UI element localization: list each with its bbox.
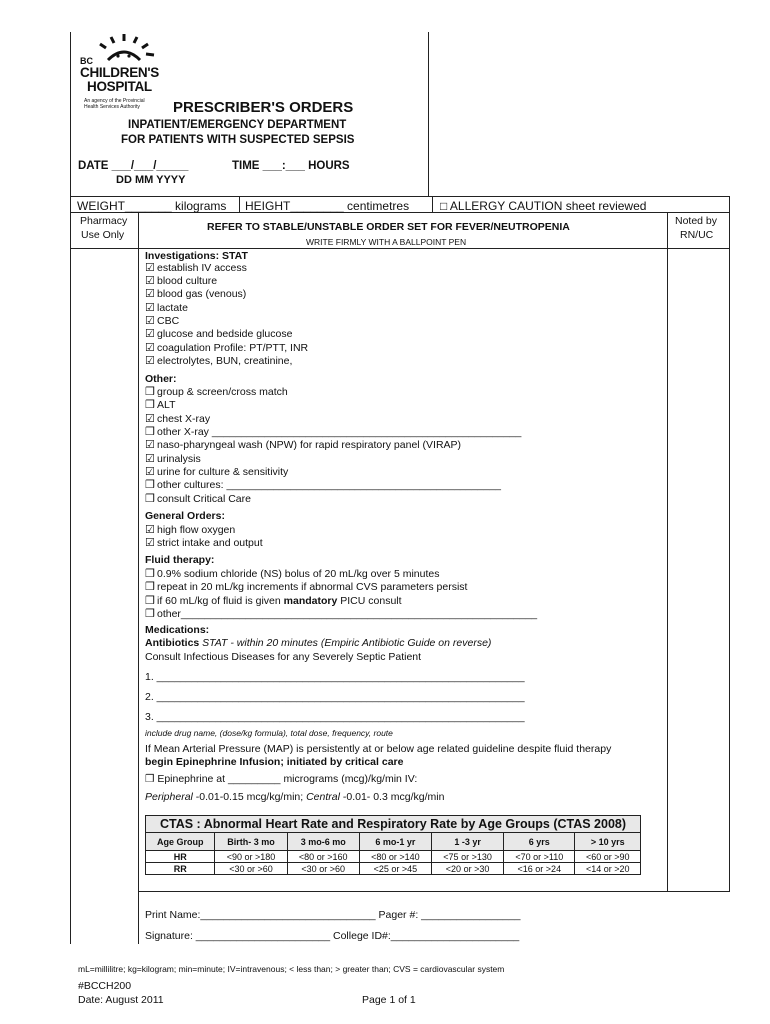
print-name-field[interactable]: Print Name:______________________________ Pager #: _________________ <box>145 909 521 921</box>
allergy-checkbox[interactable]: □ ALLERGY CAUTION sheet reviewed <box>440 199 647 213</box>
checkbox-icon[interactable]: ❒ <box>145 426 155 438</box>
form-date: Date: August 2011 <box>78 994 164 1006</box>
list-item[interactable] <box>145 262 247 275</box>
checkbox-icon[interactable]: ❒ <box>145 568 155 580</box>
other-heading: Other: <box>145 373 177 385</box>
list-item[interactable] <box>145 426 521 439</box>
medications-heading: Medications: <box>145 624 210 636</box>
list-item[interactable] <box>145 399 175 412</box>
epinephrine-instruction: begin Epinephrine Infusion; initiated by critical care <box>145 756 404 768</box>
order-area-bottom-line <box>138 891 730 892</box>
list-item-label: 0.9% sodium chloride (NS) bolus of 20 mL/kg over 5 minutes <box>157 568 440 580</box>
list-item-label: if 60 mL/kg of fluid is given <box>157 595 284 607</box>
checkbox-icon[interactable]: ☑ <box>145 262 155 274</box>
list-item-label: naso-pharyngeal wash (NPW) for rapid respiratory panel (VIRAP) <box>157 439 462 451</box>
page-title: PRESCRIBER'S ORDERS <box>173 99 354 116</box>
list-item[interactable] <box>145 342 308 355</box>
sepsis-subheading: FOR PATIENTS WITH SUSPECTED SEPSIS <box>121 134 355 146</box>
table-cell: <80 or >140 <box>359 851 431 863</box>
central-label: Central <box>306 791 340 803</box>
logo-agency-1: An agency of the Provincial <box>84 98 145 104</box>
list-item[interactable] <box>145 413 210 426</box>
list-item-label: glucose and bedside glucose <box>157 328 293 340</box>
header-divider-line <box>428 32 429 197</box>
height-allergy-divider <box>432 196 433 213</box>
list-item-label: establish IV access <box>157 262 247 274</box>
column-header-bottom-line <box>70 248 730 249</box>
list-item-label: lactate <box>157 302 188 314</box>
right-border-line <box>729 196 730 892</box>
height-field[interactable]: HEIGHT________ centimetres <box>245 199 410 213</box>
list-item-label: coagulation Profile: PT/PTT, INR <box>157 342 309 354</box>
epinephrine-dose-field[interactable]: ❒ Epinephrine at _________ micrograms (mcg)/kg/min IV: <box>145 773 418 785</box>
pharmacy-label-1: Pharmacy <box>80 215 128 227</box>
header-bottom-line <box>70 196 730 197</box>
signature-field[interactable]: Signature: _______________________ College ID#:______________________ <box>145 930 520 942</box>
logo-agency-2: Health Services Authority <box>84 104 140 110</box>
abbreviation-legend: mL=millilitre; kg=kilogram; min=minute; IV=intravenous; < less than; > greater than; CVS = cardiovascular system <box>78 964 505 974</box>
department-heading: INPATIENT/EMERGENCY DEPARTMENT <box>128 119 347 131</box>
checkbox-icon[interactable]: ☑ <box>145 328 155 340</box>
table-cell: <70 or >110 <box>504 851 575 863</box>
refer-heading: REFER TO STABLE/UNSTABLE ORDER SET FOR FEVER/NEUTROPENIA <box>207 221 570 233</box>
list-item[interactable] <box>145 302 188 315</box>
list-item-label: strict intake and output <box>157 537 263 549</box>
list-item[interactable] <box>145 328 292 341</box>
checkbox-icon[interactable]: ❒ <box>145 493 155 505</box>
checkbox-icon[interactable]: ☑ <box>145 453 155 465</box>
table-row <box>146 863 641 875</box>
checkbox-icon[interactable]: ☑ <box>145 524 155 536</box>
list-item[interactable] <box>145 315 179 328</box>
checkbox-icon[interactable]: ☑ <box>145 288 155 300</box>
list-item-label: urinalysis <box>157 453 201 465</box>
list-item[interactable] <box>145 355 292 368</box>
peripheral-label: Peripheral <box>145 791 193 803</box>
picu-consult-label: PICU consult <box>337 595 402 607</box>
list-item[interactable] <box>145 595 402 608</box>
mandatory-label: mandatory <box>283 595 338 607</box>
pharmacy-column-line <box>138 212 139 944</box>
table-cell: <14 or >20 <box>575 863 641 875</box>
checkbox-icon[interactable]: ❒ <box>145 608 155 620</box>
medication-line-1[interactable]: 1. _______________________________________________________________ <box>145 671 525 683</box>
list-item-label: blood culture <box>157 275 218 287</box>
logo-bc: BC <box>80 56 93 66</box>
hospital-logo <box>78 34 174 114</box>
list-item[interactable] <box>145 275 217 288</box>
pharmacy-label-2: Use Only <box>81 229 125 241</box>
list-item-label: urine for culture & sensitivity <box>157 466 289 478</box>
list-item[interactable] <box>145 493 251 506</box>
column-header: 1 -3 yr <box>431 833 503 851</box>
list-item-label: other_____________________________________________________________ <box>157 608 538 620</box>
central-range: -0.01- 0.3 mcg/kg/min <box>339 791 445 803</box>
column-header: Birth- 3 mo <box>215 833 287 851</box>
table-cell: <25 or >45 <box>359 863 431 875</box>
column-header: Age Group <box>146 833 215 851</box>
list-item-label: group & screen/cross match <box>157 386 288 398</box>
list-item[interactable] <box>145 581 467 594</box>
list-item[interactable] <box>145 537 263 550</box>
checkbox-icon[interactable]: ☑ <box>145 315 155 327</box>
checkbox-icon[interactable]: ❒ <box>145 479 155 491</box>
ctas-title-row <box>146 816 641 833</box>
list-item-label: other X-ray _____________________________________________________ <box>157 426 522 438</box>
time-field[interactable]: TIME ___:___ HOURS <box>232 160 350 172</box>
table-cell: HR <box>146 851 215 863</box>
list-item-label: ALT <box>157 399 176 411</box>
table-cell: <75 or >130 <box>431 851 503 863</box>
column-header: 6 mo-1 yr <box>359 833 431 851</box>
checkbox-icon[interactable]: ❒ <box>145 399 155 411</box>
noted-label-2: RN/UC <box>680 229 714 241</box>
drug-format-note: include drug name, (dose/kg formula), total dose, frequency, route <box>145 728 393 738</box>
checkbox-icon[interactable]: ☑ <box>145 275 155 287</box>
table-cell: <60 or >90 <box>575 851 641 863</box>
weight-height-divider <box>239 196 240 213</box>
checkbox-icon[interactable]: ❒ <box>145 581 155 593</box>
antibiotics-label: Antibiotics <box>145 637 203 649</box>
column-header: > 10 yrs <box>575 833 641 851</box>
list-item-label: chest X-ray <box>157 413 211 425</box>
list-item-label: CBC <box>157 315 180 327</box>
table-cell: <16 or >24 <box>504 863 575 875</box>
checkbox-icon[interactable]: ☑ <box>145 439 155 451</box>
table-cell: <80 or >160 <box>287 851 359 863</box>
epinephrine-range-line <box>145 791 444 804</box>
medication-line-2[interactable]: 2. _______________________________________________________________ <box>145 691 525 703</box>
ctas-table <box>145 815 641 875</box>
map-instruction: If Mean Arterial Pressure (MAP) is persistently at or below age related guideline despite fluid therapy <box>145 743 612 755</box>
table-row <box>146 851 641 863</box>
page-number: Page 1 of 1 <box>362 994 416 1006</box>
list-item[interactable] <box>145 524 235 537</box>
list-item[interactable] <box>145 288 246 301</box>
date-format-label: DD MM YYYY <box>116 174 186 186</box>
investigations-heading: Investigations: STAT <box>145 250 248 262</box>
peripheral-range: -0.01-0.15 mcg/kg/min; <box>192 791 307 803</box>
medication-line-3[interactable]: 3. _______________________________________________________________ <box>145 711 525 723</box>
table-cell: RR <box>146 863 215 875</box>
column-header: 3 mo-6 mo <box>287 833 359 851</box>
checkbox-icon[interactable]: ☑ <box>145 355 155 367</box>
form-code: #BCCH200 <box>78 980 132 992</box>
table-cell: <90 or >180 <box>215 851 287 863</box>
ctas-title: CTAS : Abnormal Heart Rate and Respiratory Rate by Age Groups (CTAS 2008) <box>146 816 641 833</box>
list-item[interactable] <box>145 386 288 399</box>
checkbox-icon[interactable]: ☑ <box>145 302 155 314</box>
list-item-label: electrolytes, BUN, creatinine, <box>157 355 293 367</box>
checkbox-icon[interactable]: ❒ <box>145 595 155 607</box>
checkbox-icon[interactable]: ☑ <box>145 342 155 354</box>
consult-id-line: Consult Infectious Diseases for any Severely Septic Patient <box>145 651 422 663</box>
list-item[interactable] <box>145 479 501 492</box>
weight-field[interactable]: WEIGHT_______ kilograms <box>77 199 227 213</box>
list-item[interactable] <box>145 608 537 621</box>
checkbox-icon[interactable]: ☑ <box>145 537 155 549</box>
list-item[interactable] <box>145 466 288 479</box>
left-border-line <box>70 32 71 944</box>
table-cell: <30 or >60 <box>287 863 359 875</box>
fluid-therapy-heading: Fluid therapy: <box>145 554 215 566</box>
antibiotics-instruction: STAT - within 20 minutes (Empiric Antibiotic Guide on reverse) <box>202 637 492 649</box>
list-item[interactable] <box>145 568 439 581</box>
general-orders-heading: General Orders: <box>145 510 225 522</box>
list-item-label: consult Critical Care <box>157 493 251 505</box>
checkbox-icon[interactable]: ❒ <box>145 386 155 398</box>
table-cell: <30 or >60 <box>215 863 287 875</box>
list-item[interactable] <box>145 439 461 452</box>
list-item-label: blood gas (venous) <box>157 288 247 300</box>
ballpoint-note: WRITE FIRMLY WITH A BALLPOINT PEN <box>306 237 467 247</box>
list-item-label: repeat in 20 mL/kg increments if abnormal CVS parameters persist <box>157 581 468 593</box>
table-cell: <20 or >30 <box>431 863 503 875</box>
logo-hospital: HOSPITAL <box>87 79 152 94</box>
ctas-header-row <box>146 833 641 851</box>
checkbox-icon[interactable]: ☑ <box>145 413 155 425</box>
column-header: 6 yrs <box>504 833 575 851</box>
logo-childrens: CHILDREN'S <box>80 65 159 80</box>
checkbox-icon[interactable]: ☑ <box>145 466 155 478</box>
list-item-label: high flow oxygen <box>157 524 236 536</box>
antibiotics-line <box>145 637 491 650</box>
list-item[interactable] <box>145 453 201 466</box>
date-field[interactable]: DATE ___/___/_____ <box>78 160 189 172</box>
list-item-label: other cultures: _______________________________________________ <box>157 479 501 491</box>
noted-column-line <box>667 212 668 892</box>
noted-label-1: Noted by <box>675 215 718 227</box>
